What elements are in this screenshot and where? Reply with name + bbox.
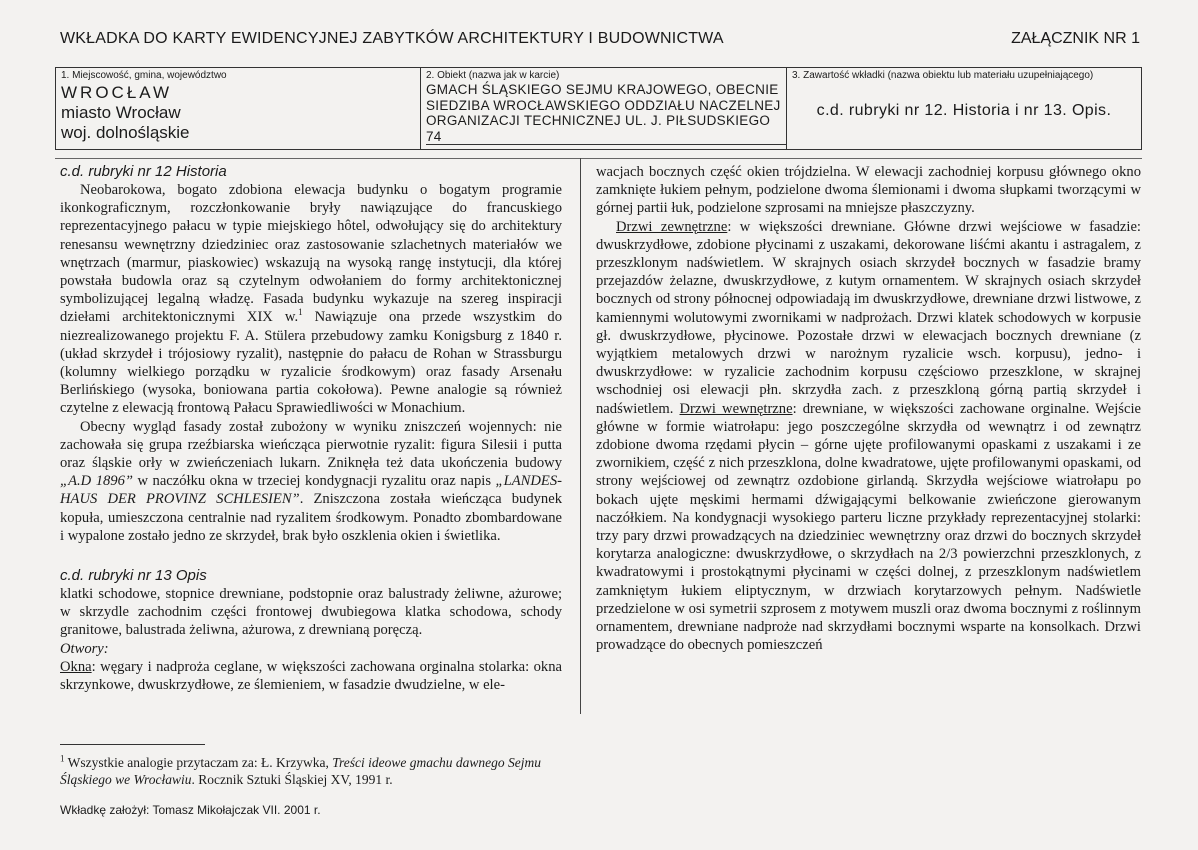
location-label: 1. Miejscowość, gmina, województwo (61, 70, 227, 81)
right-column (596, 163, 1141, 654)
stairs-paragraph: klatki schodowe, stopnice drewniane, podstopnie oraz balustrady żeliwne, ażurowe; w skrzydle zachodnim części frontowej dwubiegowa klatka schodowa, schody granitowe, balustrada żeliwna, ażurowa, z drewnianą poręczą. (60, 586, 562, 639)
section-divider (55, 158, 1142, 159)
windows-paragraph: Okna: węgary i nadproża ceglane, w większości zachowana orginalna stolarka: okna skrzynkowe, dwuskrzydłowe, ze ślemieniem, w fasadzie dwudzielne, w ele- (60, 658, 562, 694)
left-column (60, 163, 562, 694)
author-note: Wkładkę założył: Tomasz Mikołajczak VII. 2001 r. (60, 803, 321, 817)
content-cell (787, 68, 1141, 149)
location-cell (56, 68, 421, 149)
history-paragraph-2: Obecny wygląd fasady został zubożony w wyniku zniszczeń wojennych: nie zachowała się grupa rzeźbiarska wieńcząca pierwotnie ryzalit: figura Silesii i putta oraz śląskie orły w zwieńczeniach lukarn. Zniknęła też data ukończenia budowy „A.D 1896” w naczółku okna w trzeciej kondygnacji ryzalitu oraz napis „LANDES-HAUS DER PROVINZ SCHLESIEN”. Zniszczona została wieńcząca budynek kopuła, umieszczona centralnie nad ryzalitem środkowym. Ponadto zbombardowane i wypalone zostało jedno ze skrzydeł, brak było oszklenia okien i świetlika. (60, 418, 563, 544)
history-heading: c.d. rubryki nr 12 Historia (60, 163, 227, 180)
description-heading: c.d. rubryki nr 13 Opis (60, 567, 207, 585)
windows-continued: wacjach bocznych część okien trójdzielna. W elewacji zachodniej korpusu głównego okno zamknięte łukiem pełnym, podzielone dwoma ślemionami i dwoma słupkami tworzącymi w górnej partii łuk, podzielone szprosami na mniejsze płaszczyzny. (596, 164, 1141, 217)
content-text: c.d. rubryki nr 12. Historia i nr 13. Opis. (816, 102, 1112, 119)
voivodeship: woj. dolnośląskie (61, 123, 190, 142)
document-title: WKŁADKA DO KARTY EWIDENCYJNEJ ZABYTKÓW ARCHITEKTURY I BUDOWNICTWA (60, 30, 724, 47)
object-cell (421, 68, 787, 149)
municipality: miasto Wrocław (61, 103, 181, 122)
annex-label: ZAŁĄCZNIK NR 1 (1011, 30, 1140, 47)
openings-label: Otwory: (60, 640, 109, 657)
info-box (55, 67, 1142, 150)
object-name: GMACH ŚLĄSKIEGO SEJMU KRAJOWEGO, OBECNIE SIEDZIBA WROCŁAWSKIEGO ODDZIAŁU NACZELNEJ ORGANIZACJI TECHNICZNEJ UL. J. PIŁSUDSKIEGO 74 (426, 82, 781, 144)
footnote-rule (60, 744, 205, 745)
doors-paragraph: Drzwi zewnętrzne: w większości drewniane. Główne drzwi wejściowe w fasadzie: dwuskrzydłowe, zdobione płycinami z uszakami, dekorowane liśćmi akantu i astragalem, z przeszklonym nadświetlem. W skrajnych osiach skrzydeł bocznych w fasadzie bramy przejazdów żelazne, dwuskrzydłowe, z kutym ornamentem. W skrajnych osiach skrzydeł bocznych od strony północnej odpowiadają im dwuskrzydłowe, drewniane drzwi listwowe, z kamiennymi wolutowymi zwornikami w nadprożach. Drzwi klatek schodowych w korpusie gł. dwuskrzydłowe, płycinowe. Pozostałe drzwi w elewacjach bocznych drewniane (z wyjątkiem metalowych drzwi w narożnym ryzalicie wsch. korpusu), jedno- i dwuskrzydłowe: w ryzalicie zachodnim korpusu częściowo przeszklone, w skrajnej wschodniej osi elewacji płn. skrzydła zach. z przeszkloną górną partią skrzydeł i nadświetlem. Drzwi wewnętrzne: drewniane, w większości zachowane orginalne. Wejście główne w formie wiatrołapu: jego poszczególne skrzydła od wewnątrz i od zewnątrz zdobione dwoma rzędami płycin – górne ujęte profilowanymi opaskami z uszakami i ze zwornikiem, część z nich przeszklona, dolne kwadratowe, ujęte profilowanymi opaskami, od strony wejściowej od zewnątrz ozdobione girlandą. Skrzydła wejściowe wiatrołapu po bokach ujęte męskimi hermami dźwigającymi belkowanie zwieńczone gierowanym naczółkiem. Na kondygnacji wysokiego parteru liczne przykłady reprezentacyjnej stolarki: trzy pary drzwi prowadzących na dziedziniec wewnętrzny oraz drzwi do bocznych skrzydeł korytarza analogiczne: dwuskrzydłowe, o skrzydłach na 2/3 powierzchni przeszklonych, z kwadratowymi i prostokątnymi płycinami w części dolnej, z przeszklonym nadświetlem zamkniętym łukiem eliptycznym, w drzwiach korytarzowych pełnym. Nadświetle przedzielone w osi symetrii szprosem z motywem muszli oraz dwoma bocznymi z roślinnym ornamentem, drewniane nadproże nad skrzydłami bocznymi wsparte na konsolkach. Drzwi prowadzące do obecnych pomieszczeń (596, 218, 1141, 654)
column-divider (580, 158, 581, 714)
footnote: $^1$ Wszystkie analogie przytaczam za: Ł. Krzywka, Treści ideowe gmachu dawnego Sejmu Śląskiego we Wrocławiu. Rocznik Sztuki Śląskiej XV, 1991 r. (60, 753, 541, 787)
footnote-ref: 1 (298, 307, 303, 318)
object-label: 2. Obiekt (nazwa jak w karcie) (426, 70, 560, 81)
city-name: WROCŁAW (61, 83, 173, 102)
content-label: 3. Zawartość wkładki (nazwa obiektu lub materiału uzupełniającego) (792, 70, 1094, 81)
history-paragraph-1: Neobarokowa, bogato zdobiona elewacja budynku o bogatym programie ikonkograficznym, rozczłonkowanie bryły nawiązujące do francuskiego reprezentacyjnego pałacu w typie miejskiego hôtel, odwołujący się do architektury renesansu wewnętrzny dziedziniec oraz zastosowanie szlachetnych materiałów we wnętrzach (marmur, piaskowiec) wskazują na wysoką rangę instytucji, dla której powstała budowla oraz są czytelnym odwołaniem do formy architektonicznej symbolizującej legalną władzę. Fasada budynku wykazuje na szereg inspiracji dziełami architektonicznymi XIX w.$^1$ Nawiązuje ona przede wszystkim do niezrealizowanego projektu F. A. Stülera przebudowy zamku Konigsburg z 1840 r. (układ skrzydeł i trójosiowy ryzalit), następnie do pałacu de Rohan w Strassburgu (kolumny wielkiego porządku w ryzalicie środkowym) oraz fasady Arsenału Berlińskiego (wysoka, boniowana partia cokołowa). Pewne analogie są również czytelne z elewacją frontową Pałacu Sprawiedliwości w Monachium. (60, 182, 562, 417)
